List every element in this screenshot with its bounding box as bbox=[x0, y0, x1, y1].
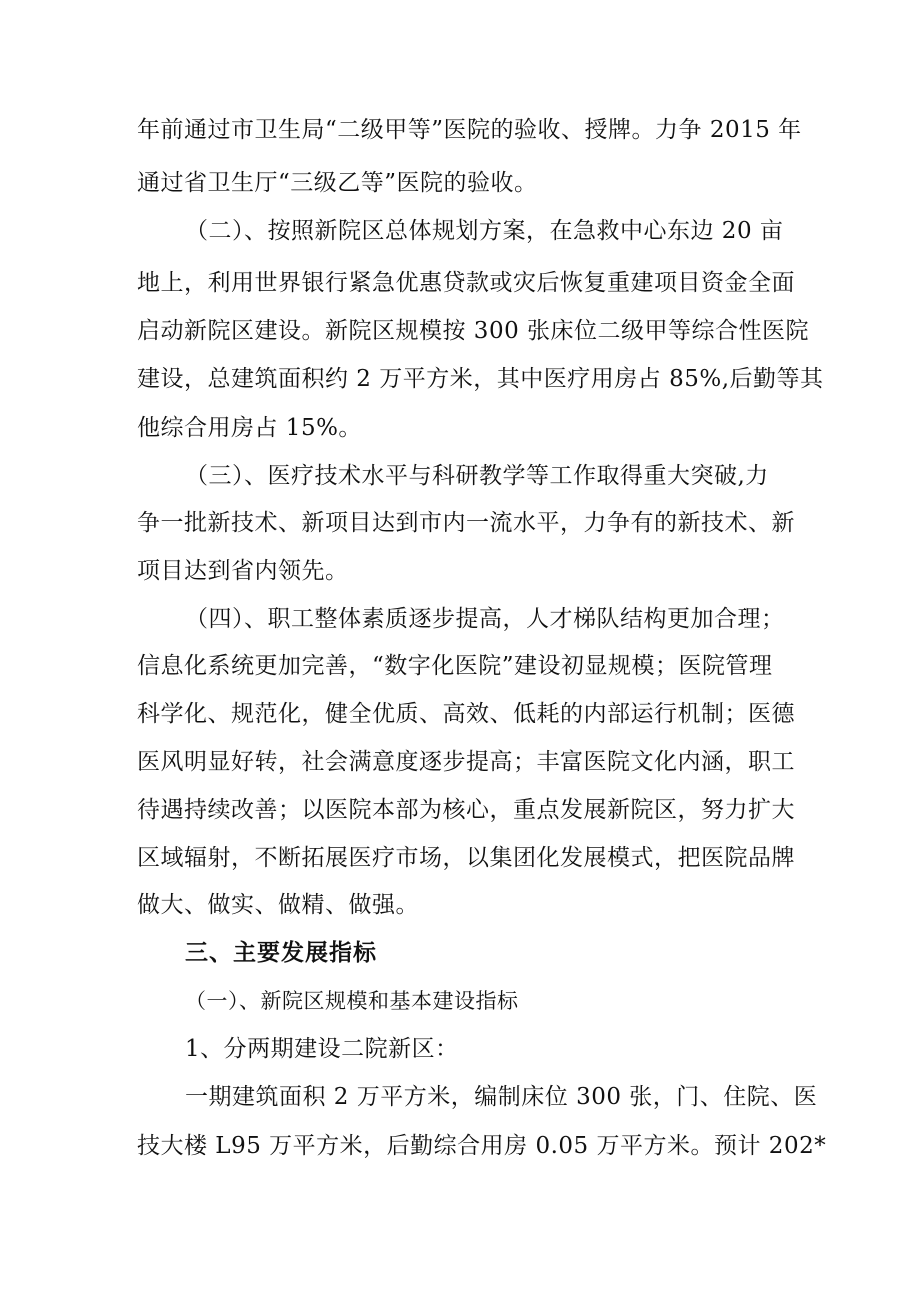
section-heading: 三、主要发展指标 bbox=[185, 940, 377, 966]
text-line-15: 待遇持续改善；以医院本部为核心，重点发展新院区，努力扩大 bbox=[137, 797, 795, 823]
subsection-heading: （一）、新院区规模和基本建设指标 bbox=[185, 989, 519, 1013]
list-item-1: 1、分两期建设二院新区： bbox=[185, 1036, 459, 1062]
text-line-5: 启动新院区建设。新院区规模按 300 张床位二级甲等综合性医院 bbox=[137, 318, 810, 344]
paragraph-2-start: （二）、按照新院区总体规划方案，在急救中心东边 20 亩 bbox=[185, 218, 784, 244]
text-line-4: 地上，利用世界银行紧急优惠贷款或灾后恢复重建项目资金全面 bbox=[137, 270, 795, 296]
text-line-9: 争一批新技术、新项目达到市内一流水平，力争有的新技术、新 bbox=[137, 510, 795, 536]
paragraph-3-start: （三）、医疗技术水平与科研教学等工作取得重大突破,力 bbox=[185, 463, 769, 489]
text-line-2: 通过省卫生厅“三级乙等”医院的验收。 bbox=[137, 170, 538, 196]
text-line-10: 项目达到省内领先。 bbox=[137, 558, 349, 584]
text-line-13: 科学化、规范化，健全优质、高效、低耗的内部运行机制；医德 bbox=[137, 701, 795, 727]
paragraph-4-start: （四）、职工整体素质逐步提高，人才梯队结构更加合理； bbox=[185, 606, 785, 632]
text-line-1: 年前通过市卫生局“二级甲等”医院的验收、授牌。力争 2015 年 bbox=[137, 117, 802, 143]
text-line-12: 信息化系统更加完善，“数字化医院”建设初显规模；医院管理 bbox=[137, 653, 773, 679]
text-line-22: 技大楼 L95 万平方米，后勤综合用房 0.05 万平方米。预计 202* bbox=[137, 1133, 827, 1159]
text-line-7: 他综合用房占 15%。 bbox=[137, 415, 362, 441]
text-line-16: 区域辐射，不断拓展医疗市场，以集团化发展模式，把医院品牌 bbox=[137, 845, 795, 871]
text-line-14: 医风明显好转，社会满意度逐步提高；丰富医院文化内涵，职工 bbox=[137, 749, 795, 775]
text-line-17: 做大、做实、做精、做强。 bbox=[137, 892, 419, 918]
paragraph-5-start: 一期建筑面积 2 万平方米，编制床位 300 张，门、住院、医 bbox=[185, 1084, 818, 1110]
text-line-6: 建设，总建筑面积约 2 万平方米，其中医疗用房占 85%,后勤等其 bbox=[137, 366, 824, 392]
